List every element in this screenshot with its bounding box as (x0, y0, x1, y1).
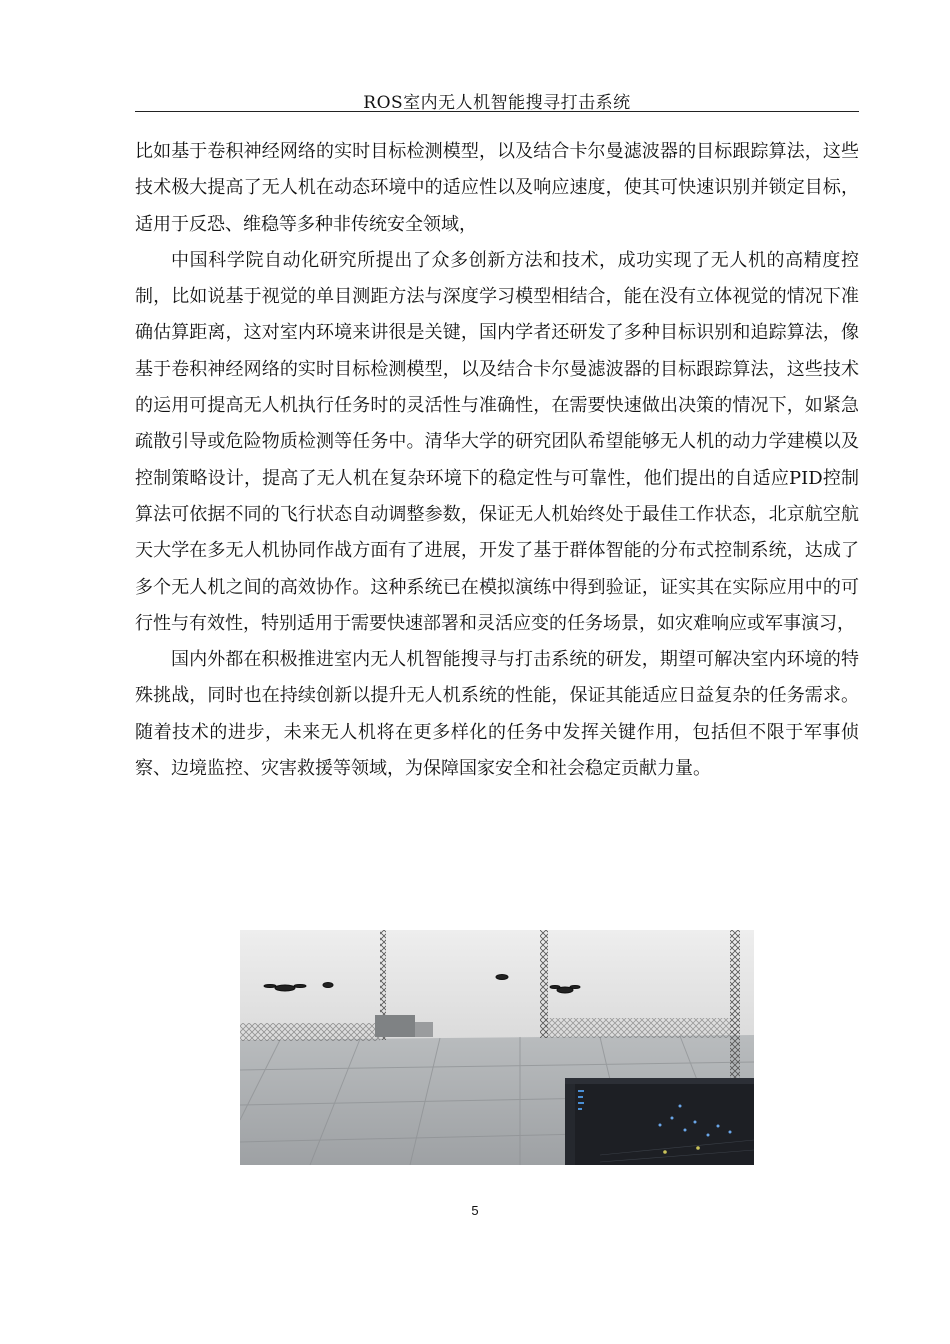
paragraph-3: 国内外都在积极推进室内无人机智能搜寻与打击系统的研发，期望可解决室内环境的特殊挑战，同时也在持续创新以提升无人机系统的性能，保证其能适应日益复杂的任务需求。随着技术的进步，未来无人机将在更多样化的任务中发挥关键作用，包括但不限于军事侦察、边境监控、灾害救援等领域，为保障国家安全和社会稳定贡献力量。 (135, 649, 859, 780)
body-text (135, 134, 859, 787)
running-header: ROS室内无人机智能搜寻打击系统 (363, 93, 631, 113)
page-number: 5 (471, 1203, 479, 1218)
paragraph-1: 比如基于卷积神经网络的实时目标检测模型，以及结合卡尔曼滤波器的目标跟踪算法，这些技术极大提高了无人机在动态环境中的适应性以及响应速度，使其可快速识别并锁定目标，适用于反恐、维稳等多种非传统安全领域， (135, 141, 859, 235)
paragraph-2: 中国科学院自动化研究所提出了众多创新方法和技术，成功实现了无人机的高精度控制，比如说基于视觉的单目测距方法与深度学习模型相结合，能在没有立体视觉的情况下准确估算距离，这对室内环境来讲很是关键，国内学者还研发了多种目标识别和追踪算法，像基于卷积神经网络的实时目标检测模型，以及结合卡尔曼滤波器的目标跟踪算法，这些技术的运用可提高无人机执行任务时的灵活性与准确性，在需要快速做出决策的情况下，如紧急疏散引导或危险物质检测等任务中。清华大学的研究团队希望能够无人机的动力学建模以及控制策略设计，提高了无人机在复杂环境下的稳定性与可靠性，他们提出的自适应PID控制算法可依据不同的飞行状态自动调整参数，保证无人机始终处于最佳工作状态，北京航空航天大学在多无人机协同作战方面有了进展，开发了基于群体智能的分布式控制系统，达成了多个无人机之间的高效协作。这种系统已在模拟演练中得到验证，证实其在实际应用中的可行性与有效性，特别适用于需要快速部署和灵活应变的任务场景，如灾难响应或军事演习， (135, 249, 859, 634)
drone-lab-photo (240, 930, 754, 1165)
header-divider (135, 111, 859, 112)
